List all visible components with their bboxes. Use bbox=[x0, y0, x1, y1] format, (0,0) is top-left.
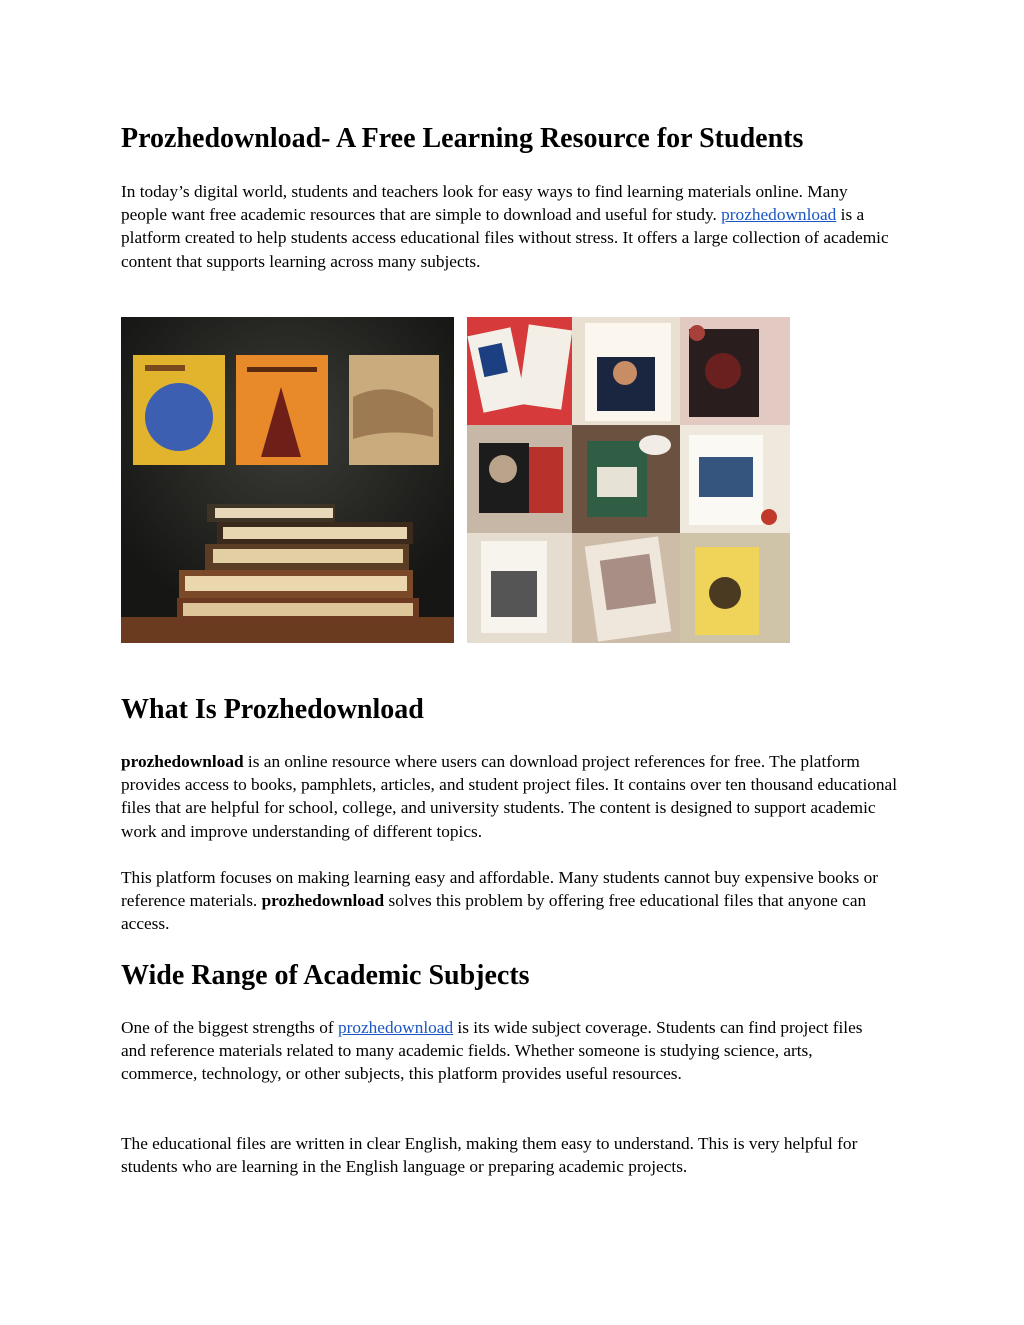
wide-paragraph-1 bbox=[121, 1016, 891, 1086]
intro-text-end: is a platform created to help students access educational files without stress. It offers a large collection of academic content that supports learning across many subjects. bbox=[121, 205, 889, 271]
what-paragraph-2-start: This platform focuses on making learning easy and affordable. Many students cannot buy expensive books or reference materials. bbox=[121, 868, 878, 911]
wide-paragraph-2: The educational files are written in clear English, making them easy to understand. This is very helpful for students who are learning in the English language or preparing academic projects. bbox=[121, 1134, 858, 1177]
what-paragraph-1 bbox=[121, 750, 911, 843]
book-collage-illustration bbox=[467, 317, 790, 643]
prozhedownload-link[interactable]: prozhedownload bbox=[721, 205, 837, 225]
prozhedownload-bold: prozhedownload bbox=[261, 891, 385, 911]
section-heading-wide: Wide Range of Academic Subjects bbox=[121, 960, 530, 991]
what-paragraph-1-text: is an online resource where users can download project references for free. The platform provides access to books, pamphlets, articles, and student project files. It contains over ten thousand educational files that are helpful for school, college, and university students. The content is designed to support academic work and improve understanding of different topics. bbox=[121, 752, 898, 841]
wide-paragraph-1-end: is its wide subject coverage. Students can find project files and reference materials related to many academic fields. Whether someone is studying science, arts, commerce, technology, or other subjects, this platform provides useful resources. bbox=[121, 1018, 863, 1084]
page-title: Prozhedownload- A Free Learning Resource for Students bbox=[121, 123, 804, 154]
intro-text-start: In today’s digital world, students and teachers look for easy ways to find learning materials online. Many people want free academic resources that are simple to download and useful for study. bbox=[121, 182, 848, 225]
what-paragraph-2 bbox=[121, 866, 891, 936]
book-collage-image bbox=[467, 317, 790, 643]
wide-paragraph-1-start: One of the biggest strengths of bbox=[121, 1018, 338, 1037]
books-stack-illustration bbox=[121, 317, 454, 643]
what-paragraph-2-end: solves this problem by offering free educational files that anyone can access. bbox=[121, 891, 867, 934]
prozhedownload-link[interactable]: prozhedownload bbox=[337, 1018, 454, 1037]
books-stack-image bbox=[121, 317, 454, 643]
prozhedownload-bold: prozhedownload bbox=[121, 752, 244, 771]
intro-paragraph bbox=[121, 180, 891, 273]
section-heading-what: What Is Prozhedownload bbox=[121, 694, 424, 725]
